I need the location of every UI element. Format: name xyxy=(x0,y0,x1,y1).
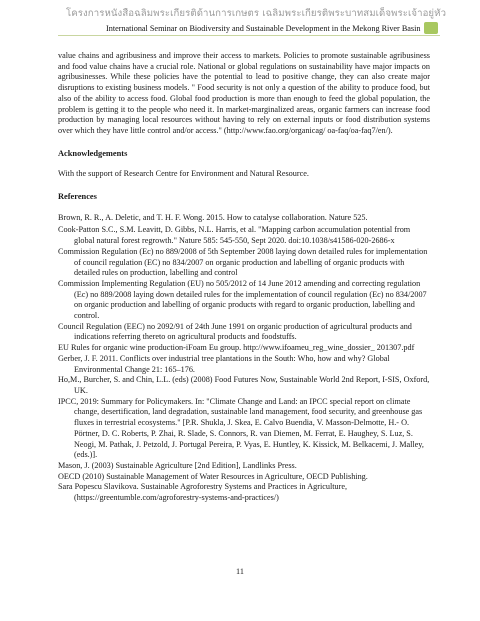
reference-item: Council Regulation (EEC) no 2092/91 of 24th June 1991 on organic production of agricultural products and indications referring thereto on agricultural products and foodstuffs. xyxy=(58,321,412,342)
reference-item: Brown, R. R., A. Deletic, and T. H. F. Wong. 2015. How to catalyse collaboration. Nature 525. xyxy=(58,212,368,222)
header-divider xyxy=(58,35,440,36)
body-paragraph: value chains and agribusiness and improve their access to markets. Policies to promote sustainable agribusiness and food value chains have a crucial role. National or global regulations on sustainability have major impacts on agribusinesses. While these policies have the potential to lead to positive change, they can also create major disruptions to existing business models. " Food security is not only a question of the ability to produce food, but also of the ability to access food. Global food production is more than enough to feed the global population, the problem is getting it to the people who need it. In market-marginalized areas, organic farmers can increase food production by managing local resources without having to rely on external inputs or food distribution systems over which they have little control and/or access." (http://www.fao.org/organicag/ oa-faq/oa-faq7/en/). xyxy=(58,51,430,135)
reference-item: Gerber, J. F. 2011. Conflicts over industrial tree plantations in the South: Who, how and why? Global Environmental Change 21: 165–176. xyxy=(58,353,390,374)
page-body xyxy=(58,51,430,504)
reference-item: IPCC, 2019: Summary for Policymakers. In: "Climate Change and Land: an IPCC special report on climate change, desertification, land degradation, sustainable land management, food security, and greenhouse gas fluxes in terrestrial ecosystems." [P.R. Shukla, J. Skea, E. Calvo Buendia, V. Masson-Delmotte, H.- O. Pörtner, D. C. Roberts, P. Zhai, R. Slade, S. Connors, R. van Diemen, M. Ferrat, E. Haughey, S. Luz, S. Neogi, M. Pathak, J. Petzold, J. Portugal Pereira, P. Vyas, E. Huntley, K. Kissick, M. Belkacemi, J. Malley, (eds.)]. xyxy=(58,396,424,460)
reference-item: Ho,M., Burcher, S. and Chin, L.L. (eds) (2008) Food Futures Now, Sustainable World 2nd Report, I-SIS, Oxford, UK. xyxy=(58,375,430,395)
page-badge xyxy=(424,22,438,34)
reference-list xyxy=(58,213,430,504)
page-number: 11 xyxy=(236,567,244,576)
reference-item: EU Rules for organic wine production-iFoam Eu group. http://www.ifoameu_reg_wine_dossier_ 201307.pdf xyxy=(58,343,415,353)
references-heading: References xyxy=(58,192,97,202)
acknowledgements-text: With the support of Research Centre for Environment and Natural Resource. xyxy=(58,169,309,179)
conference-title: International Seminar on Biodiversity and Sustainable Development in the Mekong River Basin xyxy=(106,24,421,33)
reference-item: Commission Implementing Regulation (EU) no 505/2012 of 14 June 2012 amending and correcting regulation (Ec) no 889/2008 laying down detailed rules for the implementation of council regulation (Ec) no 834/2007 on organic production and labelling of organic products with regard to organic production, labelling and control. xyxy=(58,278,427,321)
reference-item: OECD (2010) Sustainable Management of Water Resources in Agriculture, OECD Publishing. xyxy=(58,471,368,481)
reference-item: Cook-Patton S.C., S.M. Leavitt, D. Gibbs, N.L. Harris, et al. "Mapping carbon accumulation potential from global natural forest regrowth." Nature 585: 545-550, Sept 2020. doi:10.1038/s41586-020-2686-x xyxy=(58,225,411,246)
reference-item: Commission Regulation (Ec) no 889/2008 of 5th September 2008 laying down detailed rules for implementation of council regulation (EC) no 834/2007 on organic production and labelling of organic products with detailed rules on production, labelling and control xyxy=(58,246,428,278)
acknowledgements-heading: Acknowledgements xyxy=(58,148,128,158)
reference-item: Sara Popescu Slavikova. Sustainable Agroforestry Systems and Practices in Agriculture, (https://greentumble.com/agroforestry-systems-and-practices/) xyxy=(58,482,348,503)
reference-item: Mason, J. (2003) Sustainable Agriculture [2nd Edition], Landlinks Press. xyxy=(58,460,297,470)
page-header xyxy=(0,0,480,44)
thai-project-title: โครงการหนังสือฉลิมพระเกียรติด้านการเกษตร เฉลิมพระเกียรติพระบาทสมเด็จพระเจ้าอยู่หัว xyxy=(66,8,447,19)
